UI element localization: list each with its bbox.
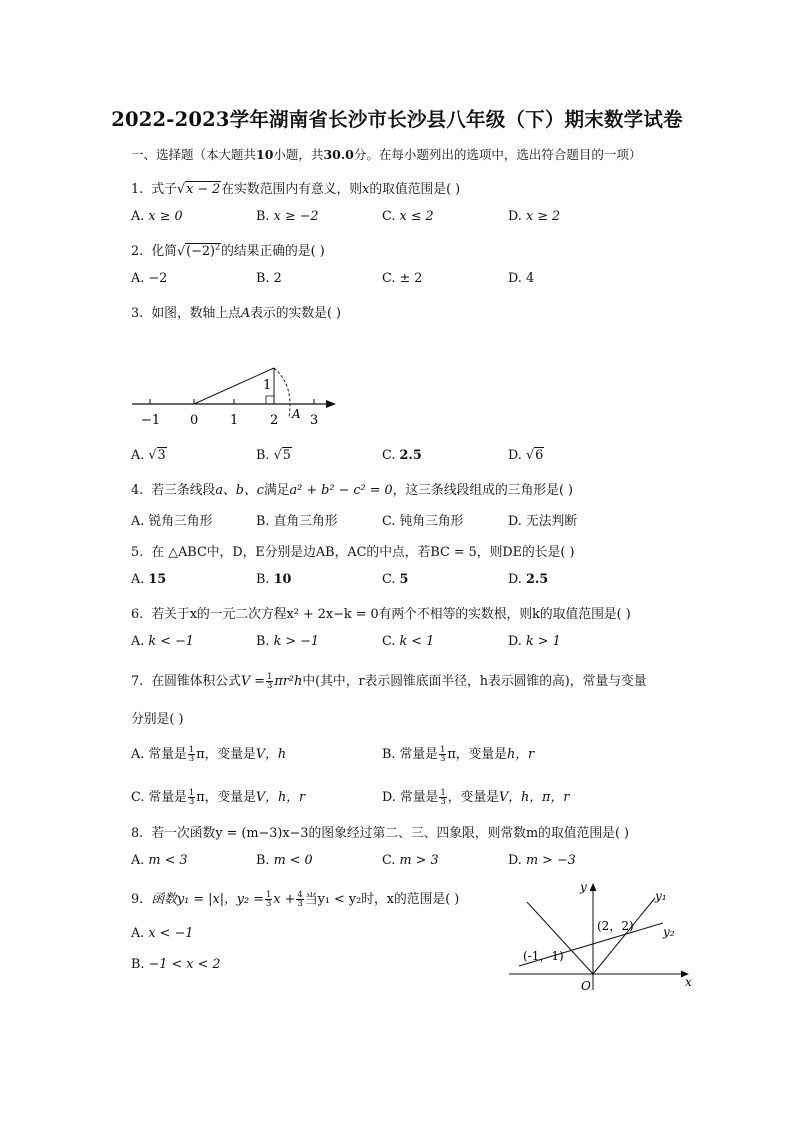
question-7-line2: 分别是( ) [131, 712, 184, 727]
q3-option-b[interactable]: B. √5 [256, 448, 291, 463]
q8-option-d[interactable]: D. m > −3 [508, 853, 576, 868]
q2-option-d[interactable]: D. 4 [508, 271, 535, 286]
number-line-figure [128, 355, 348, 435]
q8-option-a[interactable]: A. m < 3 [131, 853, 188, 868]
q5-option-b[interactable]: B. 10 [256, 572, 292, 587]
q4-option-d[interactable]: D. 无法判断 [508, 514, 578, 529]
q6-option-c[interactable]: C. k < 1 [382, 634, 435, 649]
q7-option-d[interactable]: D. 常量是 $\frac{1}{3}$ ，变量是V，h，π，r [382, 788, 570, 807]
q3-option-d[interactable]: D. √6 [508, 448, 544, 463]
q4-option-c[interactable]: C. 钝角三角形 [382, 514, 464, 529]
q1-option-a[interactable]: A. x ≥ 0 [131, 209, 183, 224]
question-1: 1. 式子√x − 2在实数范围内有意义，则x的取值范围是( ) [131, 182, 461, 197]
q7-option-b[interactable]: B. 常量是 $\frac{1}{3}$ π，变量是h，r [382, 745, 535, 764]
question-7: 7. 在圆锥体积公式V = $\frac{1}{3}$ πr²h中(其中，r表示圆锥底面半径，h表示圆锥的高)，常量与变量 [131, 672, 647, 691]
page-title: 2022-2023学年湖南省长沙市长沙县八年级（下）期末数学试卷 [111, 108, 683, 131]
question-3: 3. 如图，数轴上点A表示的实数是( ) [131, 306, 342, 321]
q2-option-b[interactable]: B. 2 [256, 271, 282, 286]
q8-option-b[interactable]: B. m < 0 [256, 853, 313, 868]
question-6: 6. 若关于x的一元二次方程x² + 2x−k = 0有两个不相等的实数根，则k的取值范围是( ) [131, 607, 631, 622]
q7-option-a[interactable]: A. 常量是 $\frac{1}{3}$ π，变量是V，h [131, 745, 287, 764]
y1-label: y₁ [655, 889, 667, 903]
q5-option-d[interactable]: D. 2.5 [508, 572, 549, 587]
q4-option-b[interactable]: B. 直角三角形 [256, 514, 338, 529]
question-4: 4. 若三条线段a、b、c满足a² + b² − c² = 0，这三条线段组成的三角形是( ) [131, 483, 574, 498]
q3-option-a[interactable]: A. √3 [131, 448, 166, 463]
tick-label-3: 3 [310, 413, 319, 428]
question-8: 8. 若一次函数y = (m−3)x−3的图象经过第二、三、四象限，则常数m的取值范围是( ) [131, 826, 630, 841]
q9-option-b[interactable]: B. −1 < x < 2 [131, 957, 221, 972]
tick-label-1: 1 [230, 413, 239, 428]
q5-option-a[interactable]: A. 15 [131, 572, 167, 587]
q3-option-c[interactable]: C. 2.5 [382, 448, 422, 463]
q7-option-c[interactable]: C. 常量是 $\frac{1}{3}$ π，变量是V，h，r [131, 788, 306, 807]
q8-option-c[interactable]: C. m > 3 [382, 853, 439, 868]
q2-option-a[interactable]: A. −2 [131, 271, 168, 286]
y2-label: y₂ [663, 925, 675, 939]
q1-option-d[interactable]: D. x ≥ 2 [508, 209, 561, 224]
point-neg1-1-label: (-1，1) [523, 949, 564, 963]
x-axis-label: x [685, 975, 692, 989]
q1-option-c[interactable]: C. x ≤ 2 [382, 209, 434, 224]
question-2: 2. 化简$√(-2)^2$的结果正确的是( ) [131, 242, 325, 259]
q6-option-a[interactable]: A. k < −1 [131, 634, 194, 649]
leg-label: 1 [263, 378, 272, 393]
tick-label-0: 0 [190, 413, 199, 428]
q6-option-d[interactable]: D. k > 1 [508, 634, 561, 649]
tick-label-neg1: −1 [141, 413, 161, 428]
q2-option-c[interactable]: C. ± 2 [382, 271, 423, 286]
point-a-label: A [292, 407, 301, 421]
y-axis-label: y [580, 880, 587, 894]
question-9: 9. 函数y₁ = |x|，y₂ = $\frac{1}{3}$ x + $\frac{4}{3}$ 当y₁ < y₂时，x的范围是( ) [131, 890, 460, 909]
q6-option-b[interactable]: B. k > −1 [256, 634, 320, 649]
tick-label-2: 2 [270, 413, 279, 428]
point-2-2-label: (2，2) [597, 919, 634, 933]
function-graph-figure [505, 878, 705, 993]
q5-option-c[interactable]: C. 5 [382, 572, 409, 587]
q4-option-a[interactable]: A. 锐角三角形 [131, 514, 213, 529]
origin-label: O [581, 979, 591, 993]
section-heading: 一、选择题（本大题共10小题，共30.0分。在每小题列出的选项中，选出符合题目的一项） [131, 147, 642, 162]
q1-option-b[interactable]: B. x ≥ −2 [256, 209, 319, 224]
q9-option-a[interactable]: A. x < −1 [131, 926, 194, 941]
question-5: 5. 在 △ABC中，D，E分别是边AB，AC的中点，若BC = 5，则DE的长是( ) [131, 545, 575, 560]
